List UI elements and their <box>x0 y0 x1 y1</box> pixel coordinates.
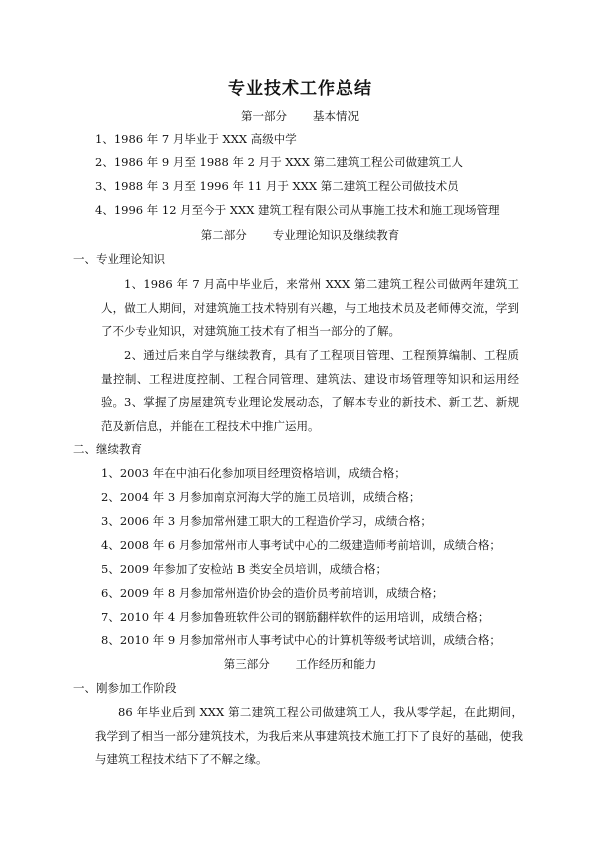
theory-paragraph-3: 3、掌握了房屋建筑专业理论发展动态，了解本专业的新技术、新工艺、新规范及新信息，并能在工程技术中推广运用。 <box>101 395 519 433</box>
part3-heading <box>0 656 600 672</box>
part2-section2-heading: 二、继续教育 <box>73 442 142 456</box>
part3-label: 第三部分 <box>223 657 270 671</box>
part1-item-2: 2、1986 年 9 月至 1988 年 2 月于 XXX 第二建筑工程公司做建筑工人 <box>95 155 463 169</box>
education-item-6: 6、2009 年 8 月参加常州造价协会的造价员考前培训，成绩合格； <box>101 586 444 600</box>
part2-heading <box>0 227 600 243</box>
part1-name: 基本情况 <box>313 109 359 123</box>
education-item-4: 4、2008 年 6 月参加常州市人事考试中心的二级建造师考前培训，成绩合格； <box>101 538 501 552</box>
work-paragraph-1: 86 年毕业后到 XXX 第二建筑工程公司做建筑工人，我从零学起，在此期间，我学到了相当一部分建筑技术，为我后来从事建筑技术施工打下了良好的基础，使我与建筑工程技术结下了不解之缘。 <box>95 705 523 766</box>
education-item-8: 8、2010 年 9 月参加常州市人事考试中心的计算机等级考试培训，成绩合格； <box>101 633 501 647</box>
document-title: 专业技术工作总结 <box>228 79 372 99</box>
theory-paragraph-1: 1、1986 年 7 月高中毕业后，来常州 XXX 第二建筑工程公司做两年建筑工人，做工人期间，对建筑施工技术特别有兴趣，与工地技术员及老师傅交流，学到了不少专业知识，对建筑施工技术有了相当一部分的了解。 <box>101 277 519 338</box>
education-item-7: 7、2010 年 4 月参加鲁班软件公司的钢筋翻样软件的运用培训，成绩合格； <box>101 610 490 624</box>
part1-label: 第一部分 <box>241 109 287 123</box>
part2-name: 专业理论知识及继续教育 <box>272 228 400 242</box>
education-item-1: 1、2003 年在中油石化参加项目经理资格培训，成绩合格； <box>101 466 406 480</box>
part3-name: 工作经历和能力 <box>295 657 377 671</box>
education-item-5: 5、2009 年参加了安检站 B 类安全员培训，成绩合格； <box>101 562 387 576</box>
part1-item-4: 4、1996 年 12 月至今于 XXX 建筑工程有限公司从事施工技术和施工现场管理 <box>95 203 500 217</box>
part2-label: 第二部分 <box>200 228 247 242</box>
education-item-3: 3、2006 年 3 月参加常州建工职大的工程造价学习，成绩合格； <box>101 514 432 528</box>
theory-paragraph-2: 2、通过后来自学与继续教育，具有了工程项目管理、工程预算编制、工程质量控制、工程进度控制、工程合同管理、建筑法、建设市场管理等知识和运用经验。 <box>101 348 519 409</box>
education-item-2: 2、2004 年 3 月参加南京河海大学的施工员培训，成绩合格； <box>101 490 421 504</box>
part1-heading <box>0 108 600 124</box>
part3-section1-heading: 一、刚参加工作阶段 <box>73 681 177 695</box>
part1-item-1: 1、1986 年 7 月毕业于 XXX 高级中学 <box>95 132 297 146</box>
part1-item-3: 3、1988 年 3 月至 1996 年 11 月于 XXX 第二建筑工程公司做技术员 <box>95 179 459 193</box>
part2-section1-heading: 一、专业理论知识 <box>73 252 165 266</box>
